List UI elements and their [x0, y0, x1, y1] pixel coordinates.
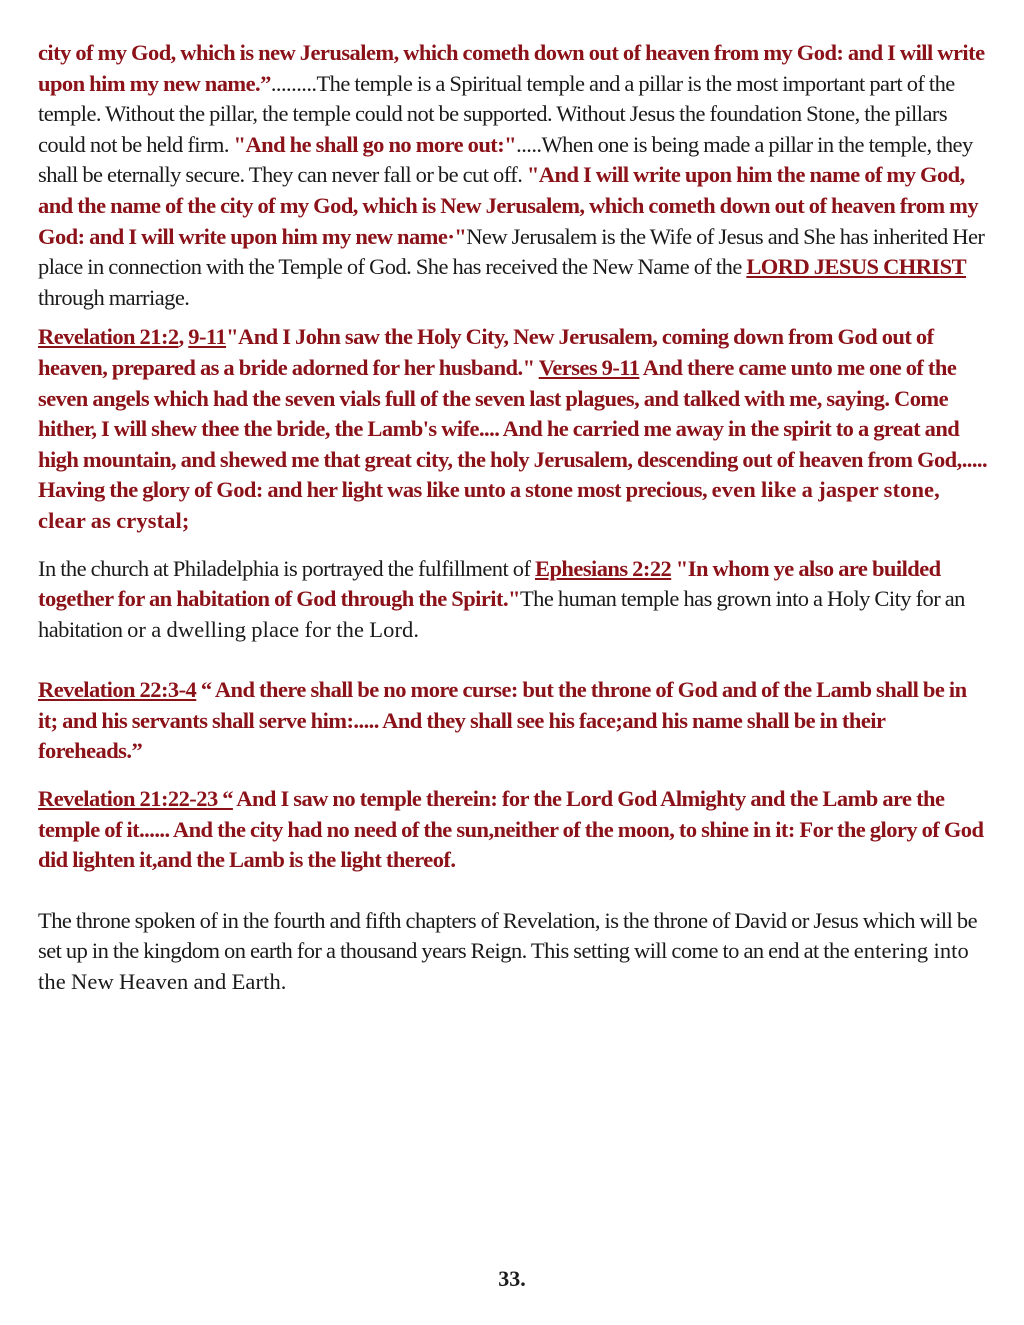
- scripture-quote: even like a jasper stone, clear as crystal;: [38, 477, 940, 533]
- scripture-quote: "And I John saw the Holy City, New Jerusalem, coming down from God out of heaven, prepared as a bride adorned for her husband.": [38, 324, 934, 380]
- page-content: [38, 38, 990, 998]
- paragraph-pillar-temple: [38, 38, 990, 313]
- scripture-quote: "In whom ye also are builded together for an habitation of God through the Spirit.": [38, 555, 941, 612]
- paragraph-philadelphia: [38, 554, 990, 646]
- body-text: through marriage.: [38, 284, 190, 310]
- body-text: The throne spoken of in the fourth and fifth chapters of Revelation, is the throne of David or Jesus which will be set up in the kingdom on earth for a thousand years Reign. This setting will come to an end at the: [38, 907, 978, 964]
- body-text: entering into the New Heaven and Earth.: [38, 938, 969, 995]
- scripture-reference-link[interactable]: Revelation 21:22-23 “: [38, 786, 233, 812]
- paragraph-revelation-21-22: [38, 784, 990, 876]
- scripture-quote: "And I will write upon him the name of my God, and the name of the city of my God, which is New Jerusalem, which cometh down out of heaven from my God: and I will write upon him my new name·": [38, 162, 979, 249]
- body-text: or a dwelling place for the Lord.: [127, 616, 420, 642]
- body-text: .........The temple is a Spiritual temple and a pillar is the most important part of the temple. Without the pillar, the temple could not be supported. Without Jesus the foundation Stone, the pillars could not be held firm.: [38, 70, 955, 157]
- separator: ,: [178, 324, 189, 350]
- body-text: In the church at Philadelphia is portrayed the fulfillment of: [38, 555, 535, 581]
- scripture-quote: "And he shall go no more out:": [233, 131, 517, 157]
- scripture-quote: And there came unto me one of the seven angels which had the seven vials full of the seven last plagues, and talked with me, saying. Come hither, I will shew thee the bride, the Lamb's wife.... And he carried me away in the spirit to a great and high mountain, and shewed me that great city, the holy Jerusalem, descending out of heaven from God,..... Having the glory of God: and her light was like unto a stone most precious,: [38, 354, 988, 503]
- body-text: .....When one is being made a pillar in the temple, they shall be eternally secure. They can never fall or be cut off.: [38, 131, 973, 188]
- scripture-quote: city of my God, which is new Jerusalem, which cometh down out of heaven from my God: and I will write upon him my new name.”: [38, 40, 985, 96]
- scripture-reference-link[interactable]: Revelation 22:3-4: [38, 677, 197, 703]
- paragraph-throne: [38, 906, 990, 998]
- scripture-reference-link[interactable]: Ephesians 2:22: [535, 555, 672, 581]
- paragraph-revelation-21: [38, 322, 990, 536]
- body-text: New Jerusalem is the Wife of Jesus and She has inherited Her place in connection with the Temple of God. She has received the New Name of the: [38, 223, 985, 280]
- body-text: The human temple has grown into a Holy City for an habitation: [38, 586, 965, 642]
- page-number: 33.: [498, 1266, 526, 1291]
- scripture-reference-link[interactable]: 9-11: [188, 324, 227, 350]
- scripture-quote: And I saw no temple therein: for the Lord God Almighty and the Lamb are the temple of it...... And the city had no need of the sun,neither of the moon, to shine in it: For the glory of God did lighten it,and the Lamb is the light thereof.: [38, 786, 984, 873]
- scripture-quote: “ And there shall be no more curse: but the throne of God and of the Lamb shall be in it; and his servants shall serve him:..... And they shall see his face;and his name shall be in their foreheads.”: [38, 677, 967, 764]
- paragraph-revelation-22: [38, 675, 990, 767]
- scripture-reference-link[interactable]: Revelation 21:2: [38, 324, 179, 350]
- emphasis-name-link[interactable]: LORD JESUS CHRIST: [746, 254, 967, 280]
- scripture-reference-link[interactable]: Verses 9-11: [538, 354, 640, 380]
